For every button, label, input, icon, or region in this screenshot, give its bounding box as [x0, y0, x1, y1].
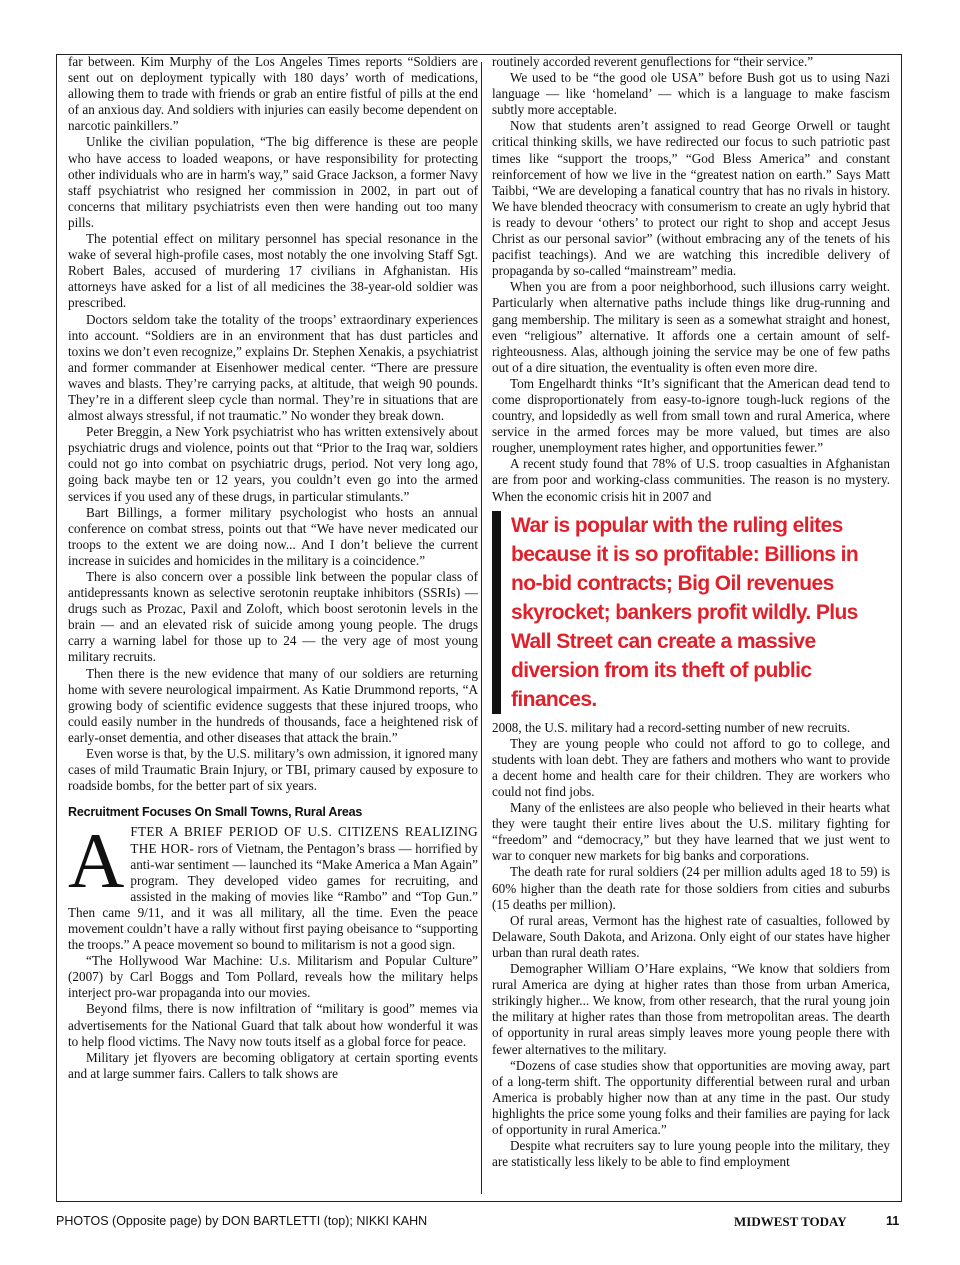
paragraph: The potential effect on military personnel has special resonance in the wake of several high-profile cases, most notably the one involving Staff Sgt. Robert Bales, accused of murdering 17 civilians in Afghanistan. His attorneys have asked for a list of all medicines the 38-year-old soldier was prescribed.	[68, 231, 478, 311]
paragraph: Unlike the civilian population, “The big difference is these are people who have access to loaded weapons, or have responsibility for protecting other individuals who are in harm's way,” said Grace Jackson, a former Navy staff psychiatrist who resigned her commission in 2002, in part out of concerns that military psychiatrists even then were handing out too many pills.	[68, 134, 478, 230]
page-number: 11	[886, 1214, 900, 1228]
paragraph: “The Hollywood War Machine: U.s. Militarism and Popular Culture” (2007) by Carl Boggs and Tom Pollard, reveals how the military helps interject pro-war propaganda into our movies.	[68, 953, 478, 1001]
paragraph: Then there is the new evidence that many of our soldiers are returning home with severe neurological impairment. As Katie Drummond reports, “A growing body of scientific evidence suggests that these injured troops, who could easily number in the hundreds of thousands, face a heightened risk of early-onset dementia, and other diseases that attack the brain.”	[68, 665, 478, 745]
paragraph: A recent study found that 78% of U.S. troop casualties in Afghanistan are from poor and working-class communities. The reason is no mystery. When the economic crisis hit in 2007 and	[492, 456, 890, 504]
paragraph: The death rate for rural soldiers (24 per million adults aged 18 to 59) is 60% higher than the death rate for those soldiers from cities and suburbs (15 deaths per million).	[492, 864, 890, 912]
paragraph: Doctors seldom take the totality of the troops’ extraordinary experiences into account. “Soldiers are in an environment that has dust particles and toxins we don’t even recognize,” explains Dr. Stephen Xenakis, a psychiatrist and former commander at Eisenhower medical center. “There are pressure waves and blasts. They’re carrying packs, at altitude, that weigh 90 pounds. They’re in a different sleep cycle than normal. They’re in situations that are almost always stressful, if not traumatic.” No wonder they break down.	[68, 311, 478, 424]
paragraph: “Dozens of case studies show that opportunities are moving away, part of a long-term shift. The opportunity differential between rural and urban America is probably higher now than at any time in the past. Our study highlights the price some young folks and their families are paying for lack of opportunity in rural America.”	[492, 1057, 890, 1137]
paragraph: Demographer William O’Hare explains, “We know that soldiers from rural America are dying at higher rates than those from urban America, strikingly higher... We know, from other research, that the rural young join the military at higher rates than those from metropolitan areas. The dearth of opportunity in rural areas simply leaves more young people there with fewer alternatives to the military.	[492, 961, 890, 1057]
pull-quote	[492, 511, 890, 714]
pull-quote-text: War is popular with the ruling elites because it is so profitable: Billions in no-bid contracts; Big Oil revenues skyrocket; bankers profit wildly. Plus Wall Street can create a massive diversion from its theft of public finances.	[511, 513, 859, 711]
pull-quote-bar	[492, 511, 501, 714]
paragraph: Beyond films, there is now infiltration of “military is good” memes via advertisements for the National Guard that talk about how wonderful it was to help flood victims. The Navy now touts itself as a global force for peace.	[68, 1001, 478, 1049]
paragraph: Even worse is that, by the U.S. military’s own admission, it ignored many cases of mild Traumatic Brain Injury, or TBI, primary caused by exposure to roadside bombs, for the better part of six years.	[68, 746, 478, 794]
left-column	[68, 54, 478, 1082]
paragraph: When you are from a poor neighborhood, such illusions carry weight. Particularly when alternative paths include things like drug-running and gang membership. The military is seen as a somewhat straight and honest, even “religious” alternative. It affords one a certain amount of self-righteousness. Alas, although joining the service may be one of few paths out of a dire situation, the eventuality is often even more dire.	[492, 279, 890, 375]
paragraph: They are young people who could not afford to go to college, and students with loan debt. They are fathers and mothers who want to provide a decent home and health care for their children. They are workers who could not find jobs.	[492, 735, 890, 799]
paragraph: Military jet flyovers are becoming obligatory at certain sporting events and at large summer fairs. Callers to talk shows are	[68, 1049, 478, 1081]
paragraph: Of rural areas, Vermont has the highest rate of casualties, followed by Delaware, South Dakota, and Arizona. Only eight of our states have higher urban than rural death rates.	[492, 912, 890, 960]
section-subhead: Recruitment Focuses On Small Towns, Rural Areas	[68, 805, 363, 820]
paragraph-body: rors of Vietnam, the Pentagon’s brass — horrified by anti-war sentiment — launched its “Make America a Man Again” program. They developed video games for recruiting, and assisted in the making of movies like “Rambo” and “Top Gun.” Then came 9/11, and it was all military, all the time. Even the peace movement couldn’t have a rally without first paying obeisance to “supporting the troops.” A peace movement so bound to militarism is not a good sign.	[68, 840, 478, 953]
paragraph: far between. Kim Murphy of the Los Angeles Times reports “Soldiers are sent out on deployment typically with 180 days’ worth of medications, allowing them to trade with friends or grab an entire fistful of pills at the end of an anxious day. And soldiers with injuries can easily become dependent on narcotic painkillers.”	[68, 54, 478, 134]
lead-in: FTER A BRIEF PERIOD OF U.S. CITIZENS REALIZING THE HOR-	[130, 824, 478, 856]
paragraph: Despite what recruiters say to lure young people into the military, they are statistically less likely to be able to find employment	[492, 1138, 890, 1170]
paragraph: routinely accorded reverent genuflections for “their service.”	[492, 54, 814, 69]
paragraph: Now that students aren’t assigned to read George Orwell or taught critical thinking skills, we have redirected our focus to such patriotic past times like “support the troops,” “God Bless America” and constant reinforcement of how we live in the “greatest nation on earth.” Says Matt Taibbi, “We are developing a fanatical country that has no rivals in history. We have blended theocracy with consumerism to create an ugly hybrid that is ready to devour ‘others’ to protect our right to shop and accept Jesus Christ as our personal savior” (without embracing any of the tenets of his pacifist teachings). And we are watching this incredible delivery of propaganda by so-called “mainstream” media.	[492, 118, 890, 279]
paragraph: Tom Engelhardt thinks “It’s significant that the American dead tend to come disproportionately from easy-to-ignore tough-luck regions of the country, and lopsidedly as well from small town and rural America, where service in the armed forces may be more valued, but times are also rougher, unemployment rates higher, and opportunities fewer.”	[492, 375, 890, 456]
paragraph	[68, 817, 478, 953]
dropcap-paragraph	[68, 817, 478, 953]
publication-name: MIDWEST TODAY	[734, 1214, 847, 1229]
paragraph: We used to be “the good ole USA” before Bush got us to using Nazi language — like ‘homeland’ — which is a language to make fascism subtly more acceptable.	[492, 70, 890, 118]
photo-credits: PHOTOS (Opposite page) by DON BARTLETTI (top); NIKKI KAHN	[56, 1214, 428, 1228]
paragraph: There is also concern over a possible link between the popular class of antidepressants known as selective serotonin reuptake inhibitors (SSRIs) — drugs such as Prozac, Paxil and Zoloft, which boost serotonin levels in the brain — and an elevated risk of suicide among young people. The drugs carry a warning label for those up to 24 — the very age of most young military recruits.	[68, 569, 478, 665]
dropcap-letter: A	[68, 817, 125, 905]
paragraph: Bart Billings, a former military psychologist who hosts an annual conference on combat stress, points out that “We have never medicated our troops to the extent we are doing now... And I don’t believe the current increase in suicides and homicides in the military is a coincidence.”	[68, 504, 478, 568]
paragraph: 2008, the U.S. military had a record-setting number of new recruits.	[492, 719, 851, 735]
column-divider	[481, 62, 482, 1194]
paragraph: Many of the enlistees are also people who believed in their hearts what they were taught their entire lives about the U.S. military fighting for “freedom” and “democracy,” but they have learned that we just went to war to conquer new markets for big banks and corporations.	[492, 800, 890, 864]
right-column	[492, 54, 890, 1170]
paragraph: Peter Breggin, a New York psychiatrist who has written extensively about psychiatric drugs and violence, points out that “Prior to the Iraq war, soldiers could not go into combat on psychiatric drugs, period. Not very long ago, going back maybe ten or 12 years, you couldn’t even go into the armed services if you used any of these drugs, in particular stimulants.”	[68, 424, 478, 504]
